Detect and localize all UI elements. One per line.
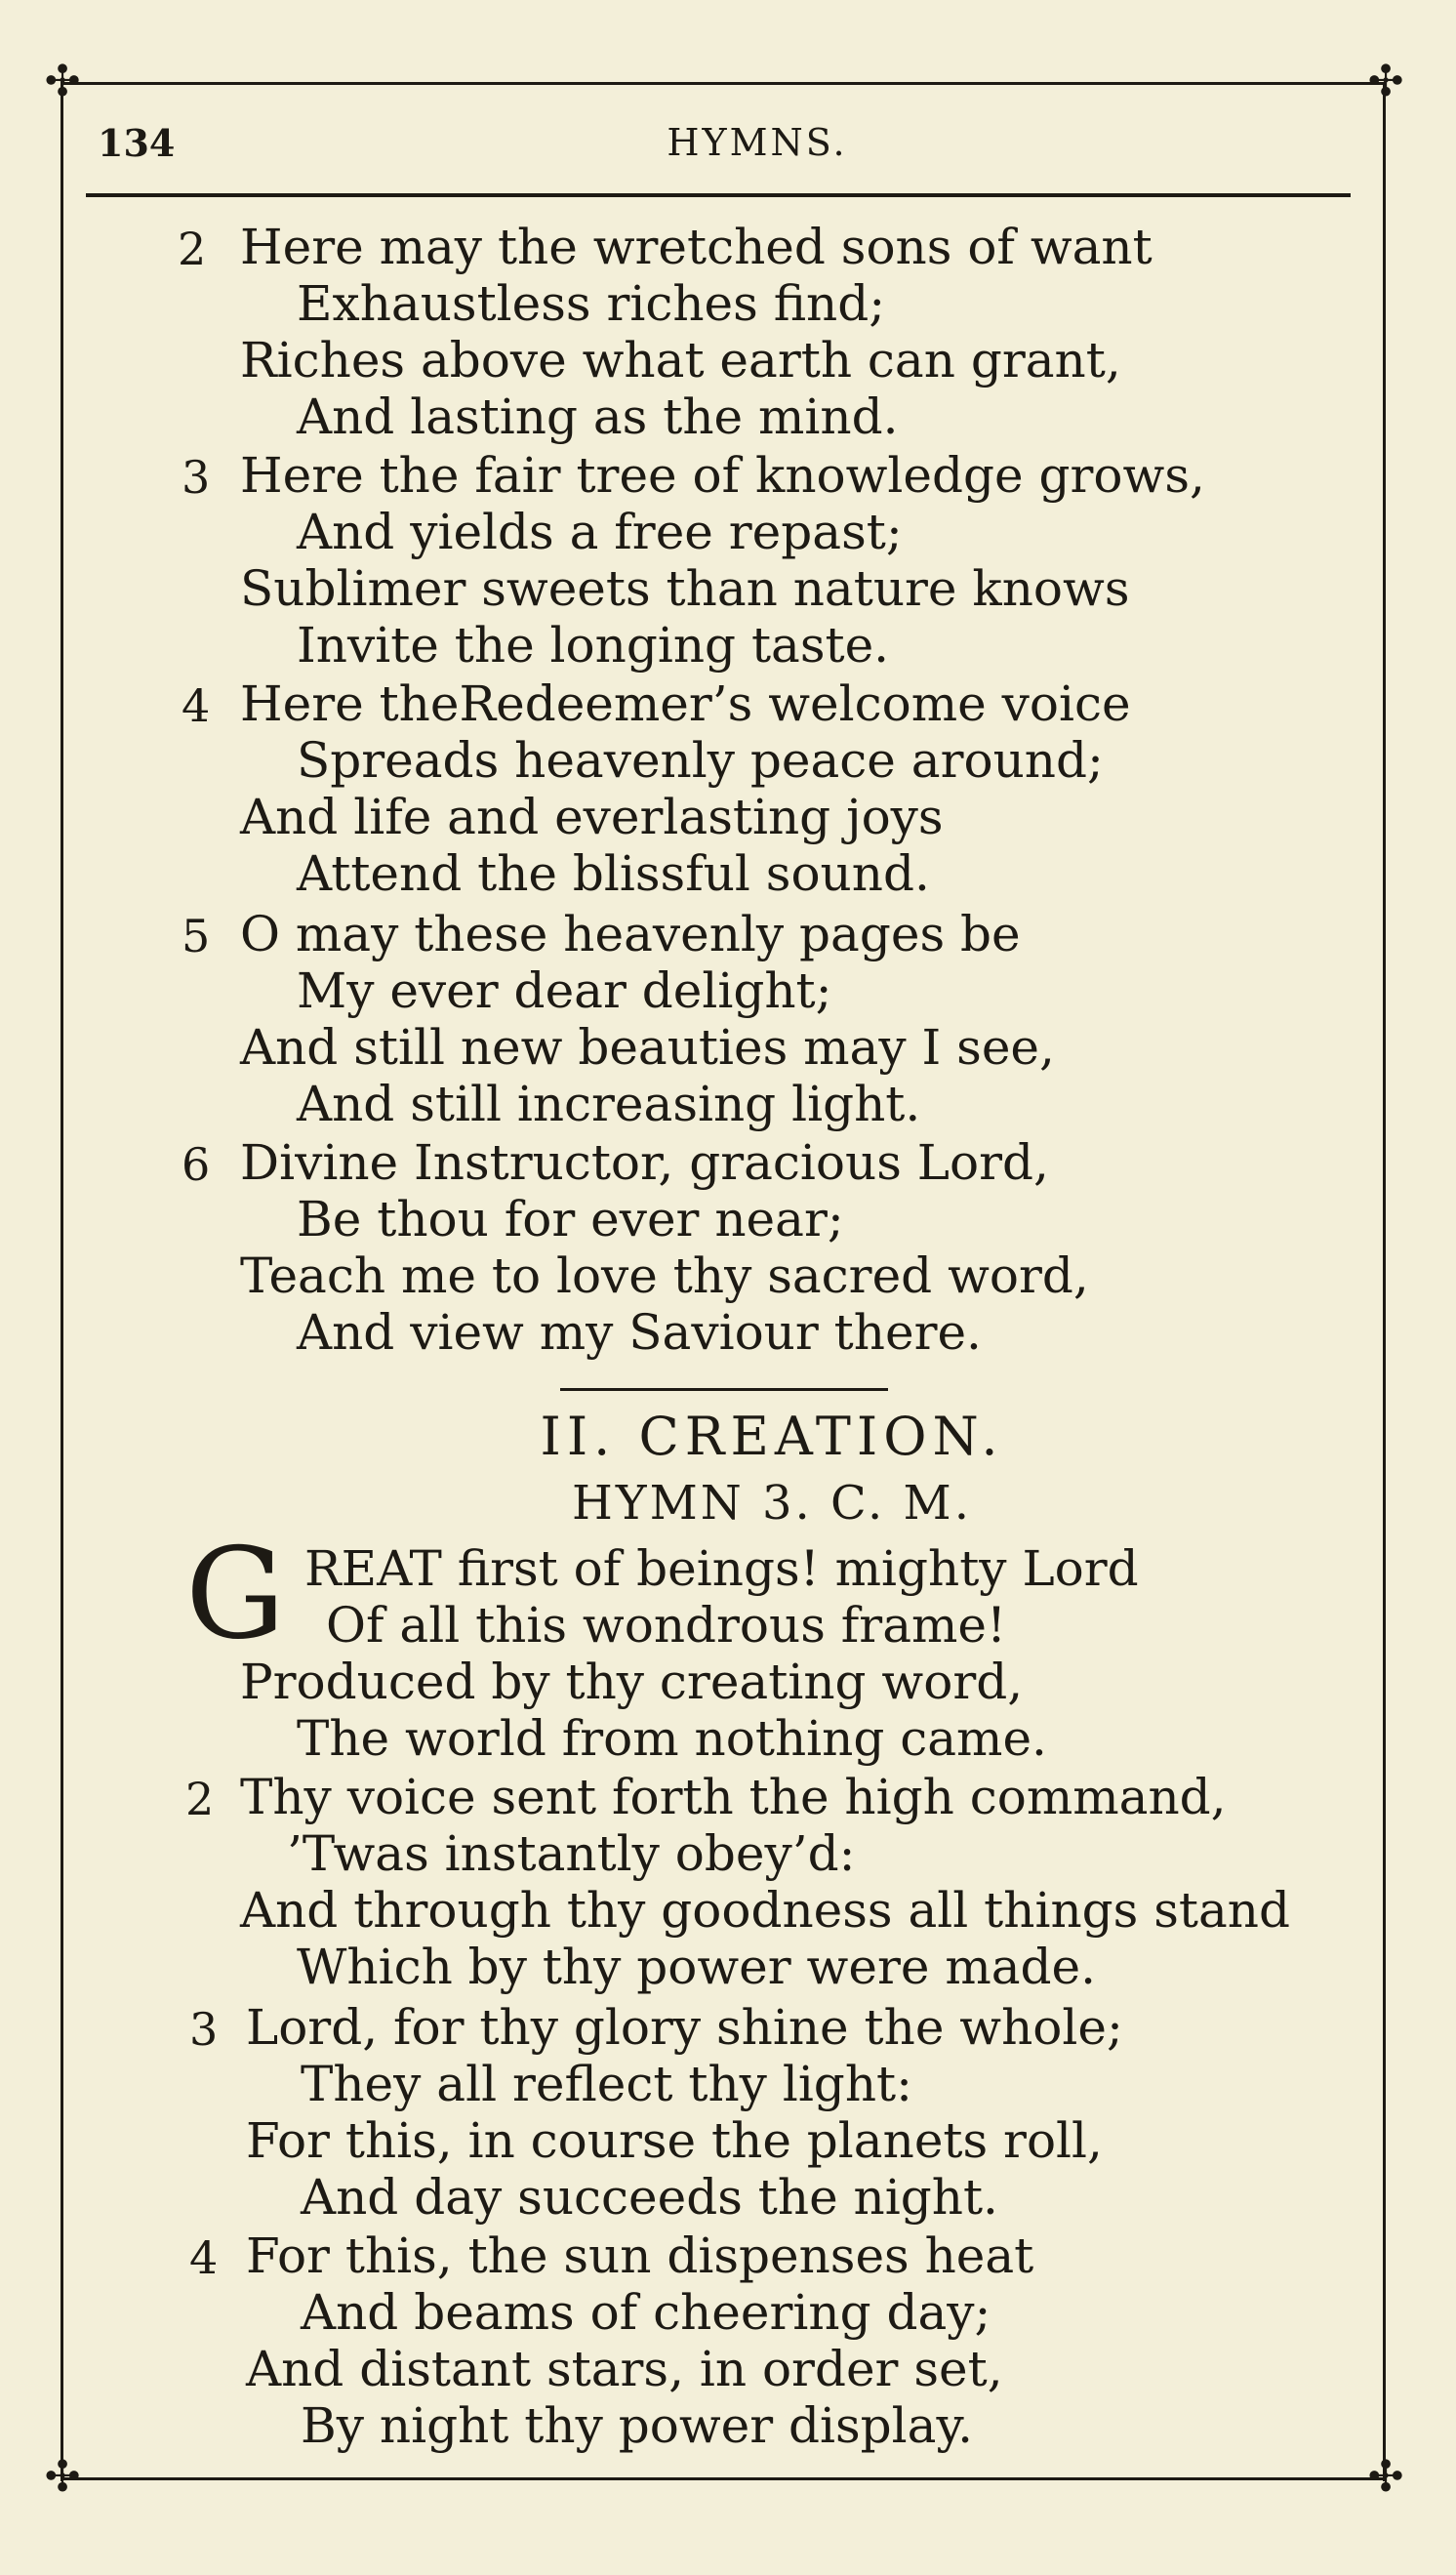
verse-line: Of all this wondrous frame! — [326, 1597, 1007, 1654]
verse-line: Lord, for thy glory shine the whole; — [246, 1999, 1123, 2056]
verse-line: Divine Instructor, gracious Lord, — [240, 1134, 1049, 1191]
verse-line: And still new beauties may I see, — [240, 1019, 1055, 1076]
verse-line: And beams of cheering day; — [301, 2284, 991, 2341]
corner-ornament-bottom-right: ✣ — [1367, 2452, 1404, 2502]
verse-line: ’Twas instantly obey’d: — [287, 1825, 856, 1882]
verse-line: Attend the blissful sound. — [297, 845, 930, 902]
page-number: 134 — [98, 121, 176, 165]
verse-number: 3 — [189, 2003, 219, 2056]
verse-number: 6 — [182, 1138, 211, 1191]
verse-line: Exhaustless riches find; — [297, 275, 886, 332]
verse-line: And still increasing light. — [297, 1076, 921, 1132]
left-border — [61, 82, 63, 2481]
verse-line: Which by thy power were made. — [297, 1939, 1097, 1995]
verse-line: Here the fair tree of knowledge grows, — [240, 447, 1205, 504]
verse-line: O may these heavenly pages be — [240, 906, 1021, 962]
verse-line: And lasting as the mind. — [297, 388, 899, 445]
header-rule — [86, 193, 1351, 197]
verse-number: 5 — [182, 910, 211, 962]
right-border — [1383, 82, 1386, 2481]
verse-line: For this, in course the planets roll, — [246, 2112, 1103, 2169]
verse-line: Invite the longing taste. — [297, 617, 890, 674]
verse-line: Spreads heavenly peace around; — [297, 732, 1104, 789]
verse-line: And view my Saviour there. — [297, 1304, 982, 1361]
verse-line: And distant stars, in order set, — [246, 2341, 1003, 2397]
verse-line: And day succeeds the night. — [301, 2169, 998, 2226]
corner-ornament-top-right: ✣ — [1367, 57, 1404, 106]
verse-line: For this, the sun dispenses heat — [246, 2228, 1034, 2284]
verse-line: My ever dear delight; — [297, 962, 832, 1019]
verse-number: 3 — [182, 451, 211, 504]
verse-line: Produced by thy creating word, — [240, 1654, 1024, 1710]
verse-line: Sublimer sweets than nature knows — [240, 560, 1130, 617]
verse-line: They all reflect thy light: — [301, 2056, 912, 2112]
corner-ornament-bottom-left: ✣ — [44, 2452, 81, 2502]
verse-line: By night thy power display. — [301, 2397, 973, 2454]
section-rule — [560, 1388, 888, 1391]
verse-line: Here may the wretched sons of want — [240, 219, 1153, 275]
corner-ornament-top-left: ✣ — [44, 57, 81, 106]
verse-number: 2 — [178, 223, 207, 275]
drop-cap: G — [185, 1522, 286, 1667]
hymn-heading: HYMN 3. C. M. — [572, 1476, 972, 1531]
verse-line: Here theRedeemer’s welcome voice — [240, 675, 1131, 732]
section-title: II. CREATION. — [540, 1406, 1004, 1467]
verse-number: 4 — [189, 2231, 219, 2284]
verse-line: Thy voice sent forth the high command, — [240, 1769, 1227, 1825]
verse-line: The world from nothing came. — [297, 1710, 1047, 1767]
verse-line: And yields a free repast; — [297, 504, 903, 560]
verse-number: 4 — [182, 679, 211, 732]
verse-line: And life and everlasting joys — [240, 789, 944, 845]
running-title: HYMNS. — [667, 121, 848, 164]
verse-number: 2 — [185, 1773, 215, 1825]
bottom-border — [61, 2477, 1386, 2480]
verse-line: Be thou for ever near; — [297, 1191, 844, 1247]
verse-line: And through thy goodness all things stand — [240, 1882, 1290, 1939]
top-border — [61, 82, 1386, 85]
verse-line: Teach me to love thy sacred word, — [240, 1247, 1089, 1304]
verse-line: REAT first of beings! mighty Lord — [304, 1540, 1139, 1597]
verse-line: Riches above what earth can grant, — [240, 332, 1121, 388]
